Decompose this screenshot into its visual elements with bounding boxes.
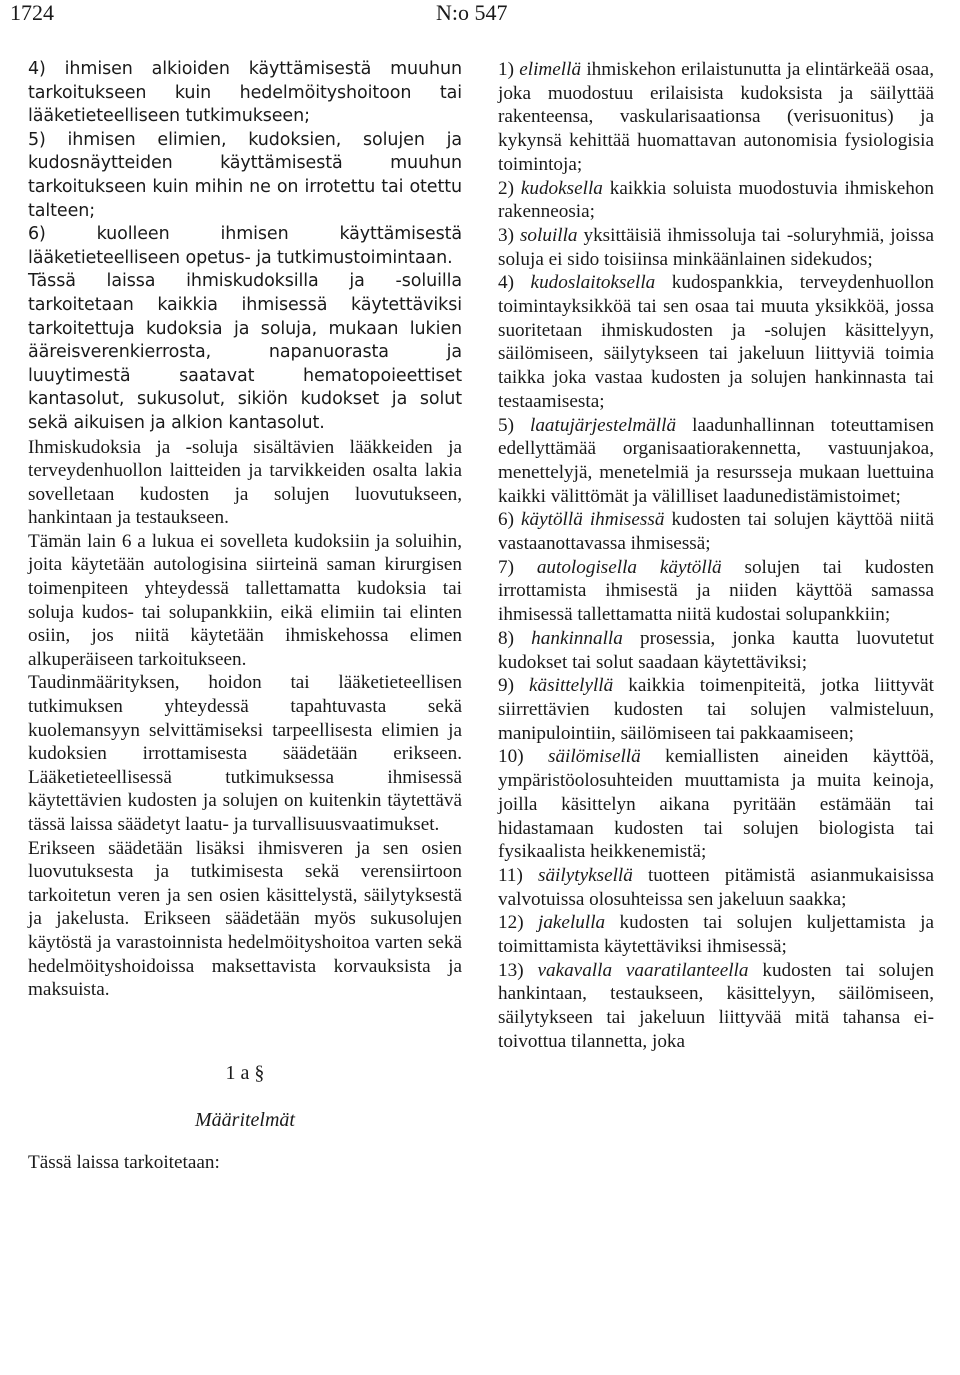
definition-text: tuotteen pitämistä asianmukaisissa valvotuissa olosuhteissa sen jakeluun saakka; <box>498 864 934 910</box>
definition-item <box>498 627 934 674</box>
definition-number: 7) <box>498 556 537 578</box>
definition-term: kudoslaitoksella <box>530 272 656 294</box>
definition-number: 9) <box>498 675 530 697</box>
definition-item <box>498 58 934 177</box>
left-column <box>28 58 462 1174</box>
definition-term: laatujärjestelmällä <box>530 414 677 436</box>
medicines-paragraph: Ihmiskudoksia ja -soluja sisältävien lääkkeiden ja terveydenhuollon laitteiden ja tarvikkeiden osalta lakia sovelletaan kudosten ja solujen luovutukseen, hankintaan ja testaukseen. <box>28 436 462 529</box>
definition-number: 2) <box>498 177 521 199</box>
definition-text: kudosten tai solujen kuljettamista ja toimittamista käytettäviksi ihmisessä; <box>498 912 934 958</box>
definition-item <box>498 224 934 271</box>
scope-item-4: 4) ihmisen alkioiden käyttämisestä muuhun tarkoitukseen kuin hedelmöityshoitoon tai lääketieteelliseen tutkimukseen; <box>28 59 462 127</box>
right-column <box>498 58 934 1054</box>
definition-number: 10) <box>498 746 548 768</box>
page-number: 1724 <box>10 0 54 25</box>
definition-number: 5) <box>498 414 530 436</box>
section-heading: 1 a § <box>225 1061 265 1084</box>
autologous-paragraph: Tämän lain 6 a lukua ei sovelleta kudoksiin ja soluihin, joita käytetään autologisina siirteinä saman kirurgisen toimenpiteen yhteydessä tallettamatta kudoksia tai soluja kudos- tai solupankkiin, eikä elimiin tai elinten osiin, jos niitä käytetään ihmiskehossa elimen alkuperäiseen tarkoitukseen. <box>28 530 462 670</box>
definition-term: käsittelyllä <box>529 675 614 697</box>
definition-item <box>498 414 934 509</box>
definition-text: kaikkia soluista muodostuvia ihmiskehon rakenneosia; <box>498 177 935 223</box>
issue-number: N:o 547 <box>436 0 508 25</box>
definition-term: käytöllä ihmisessä <box>521 509 665 531</box>
definition-item <box>498 745 934 864</box>
diagnosis-paragraph: Taudinmäärityksen, hoidon tai lääketieteellisen tutkimuksen yhteydessä tapahtuvasta sekä kuolemansyyn selvittämiseksi tarpeellisesta elimien ja kudoksien irrottamisesta säädetään erikseen. Lääketieteellisessä tutkimuksessa ihmisessä käytettävien kudosten ja solujen on kuitenkin täytettävä tässä laissa säädetyt laatu- ja turvallisuusvaatimukset. <box>28 672 462 835</box>
blood-paragraph: Erikseen säädetään lisäksi ihmisveren ja sen osien luovutuksesta ja tutkimisesta sekä verensiirtoon tarkoitetun veren ja sen osien käsittelystä, säilytyksestä ja jakelusta. Erikseen säädetään myös sukusolujen käytöstä ja varastoinnista hedelmöityshoitoa varten sekä hedelmöityshoidoissa maksettavista korvauksista ja maksuista. <box>28 837 462 1001</box>
definition-number: 8) <box>498 627 532 649</box>
definition-item <box>498 959 934 1054</box>
definition-term: vakavalla vaaratilanteella <box>537 959 749 981</box>
tissue-definition-paragraph: Tässä laissa ihmiskudoksilla ja -soluilla tarkoitetaan kaikkia ihmisessä käytettäviksi tarkoitettuja kudoksia ja soluja, mukaan lukien ääreisverenkierrosta, napanuorasta ja luuytimestä saatavat hematopoieettiset kantasolut, sukusolut, sikiön kudokset ja solut sekä aikuisen ja alkion kantasolut. <box>28 271 462 433</box>
definition-number: 13) <box>498 959 538 981</box>
definition-text: solujen tai kudosten irrottamista ihmisestä ja niiden käyttöä samassa ihmisessä tallettamatta niitä kudostai solupankkiin; <box>498 556 935 626</box>
scope-list <box>28 58 462 436</box>
definition-text: laadunhallinnan toteuttamisen edellyttämää organisaatiorakennetta, vastuunjakoa, menettelyjä, menetelmiä ja resursseja mukaan luettuina kaikki välittömät ja välilliset laadunedistämistoimet; <box>498 414 934 507</box>
definition-number: 1) <box>498 59 520 80</box>
definition-term: hankinnalla <box>531 627 623 649</box>
definition-number: 3) <box>498 224 520 246</box>
definition-term: säilömisellä <box>547 746 641 768</box>
definition-term: autologisella käytöllä <box>536 556 722 578</box>
definition-item <box>498 911 934 958</box>
definition-term: kudoksella <box>520 177 603 199</box>
definition-item <box>498 864 934 911</box>
definition-term: säilytyksellä <box>538 864 633 886</box>
definition-text: kaikkia toimenpiteitä, jotka liittyvät siirrettävien kudosten tai solujen valmisteluun, manipulointiin, säilömiseen tai pakkaamiseen; <box>498 675 934 744</box>
definition-number: 6) <box>498 509 521 531</box>
page-header <box>0 0 960 30</box>
definition-item <box>498 508 934 555</box>
definition-term: soluilla <box>519 224 578 246</box>
definition-term: elimellä <box>519 59 582 80</box>
definition-text: ihmiskehon erilaistunutta ja elintärkeää osaa, joka muodostuu erilaisista kudoksista ja säilyttää rakenteensa, vaskularisaationsa (verisuonitus) ja kykynsä kehittää huomattavan autonomisia fysiologisia toimintoja; <box>498 59 934 175</box>
definition-item <box>498 556 934 627</box>
section-title: Määritelmät <box>195 1108 295 1131</box>
definition-item <box>498 177 934 224</box>
definitions-intro: Tässä laissa tarkoitetaan: <box>28 1151 220 1173</box>
definition-text: kudospankkia, terveydenhuollon toimintayksikköä tai sen osaa tai muuta yksikköä, jossa suoritetaan ihmiskudosten ja -solujen käsittelyyn, säilömiseen, säilytykseen tai jakeluun liittyviä toimia taikka joka vastaa kudosten ja solujen hankinnasta tai testaamisesta; <box>498 272 935 412</box>
definition-number: 4) <box>498 272 531 294</box>
definition-text: prosessia, jonka kautta luovutetut kudokset tai solut saadaan käytettäviksi; <box>498 627 935 673</box>
definition-number: 11) <box>498 864 538 886</box>
definition-number: 12) <box>498 912 538 934</box>
definition-text: kudosten tai solujen hankintaan, testaukseen, käsittelyyn, säilömiseen, säilytykseen tai jakeluun liittyvää mitä tahansa ei-toivottua tilannetta, joka <box>498 959 934 1052</box>
scope-item-6: 6) kuolleen ihmisen käyttämisestä lääketieteelliseen opetus- ja tutkimustoimintaan. <box>28 224 462 268</box>
scope-paragraphs <box>28 436 462 1002</box>
definitions-list <box>498 58 934 1054</box>
definition-item <box>498 674 934 745</box>
scope-item-5: 5) ihmisen elimien, kudoksien, solujen ja kudosnäytteiden käyttämisestä muuhun tarkoitukseen kuin mihin ne on irrotettu tai otettu talteen; <box>28 129 462 221</box>
definition-term: jakelulla <box>537 912 606 934</box>
definition-item <box>498 271 934 413</box>
definition-text: kudosten tai solujen käyttöä niitä vastaanottavassa ihmisessä; <box>498 509 934 555</box>
definition-text: yksittäisiä ihmissoluja tai -soluryhmiä, joissa soluja ei sido toisiinsa minkäänlainen sidekudos; <box>498 224 935 270</box>
definition-text: kemiallisten aineiden käyttöä, ympäristöolosuhteiden muuttamista ja muita keinoja, joilla käsittelyn aikana pyritään estämään tai hidastamaan kudosten tai solujen biologista tai fysikaalista heikkenemistä; <box>498 746 934 863</box>
